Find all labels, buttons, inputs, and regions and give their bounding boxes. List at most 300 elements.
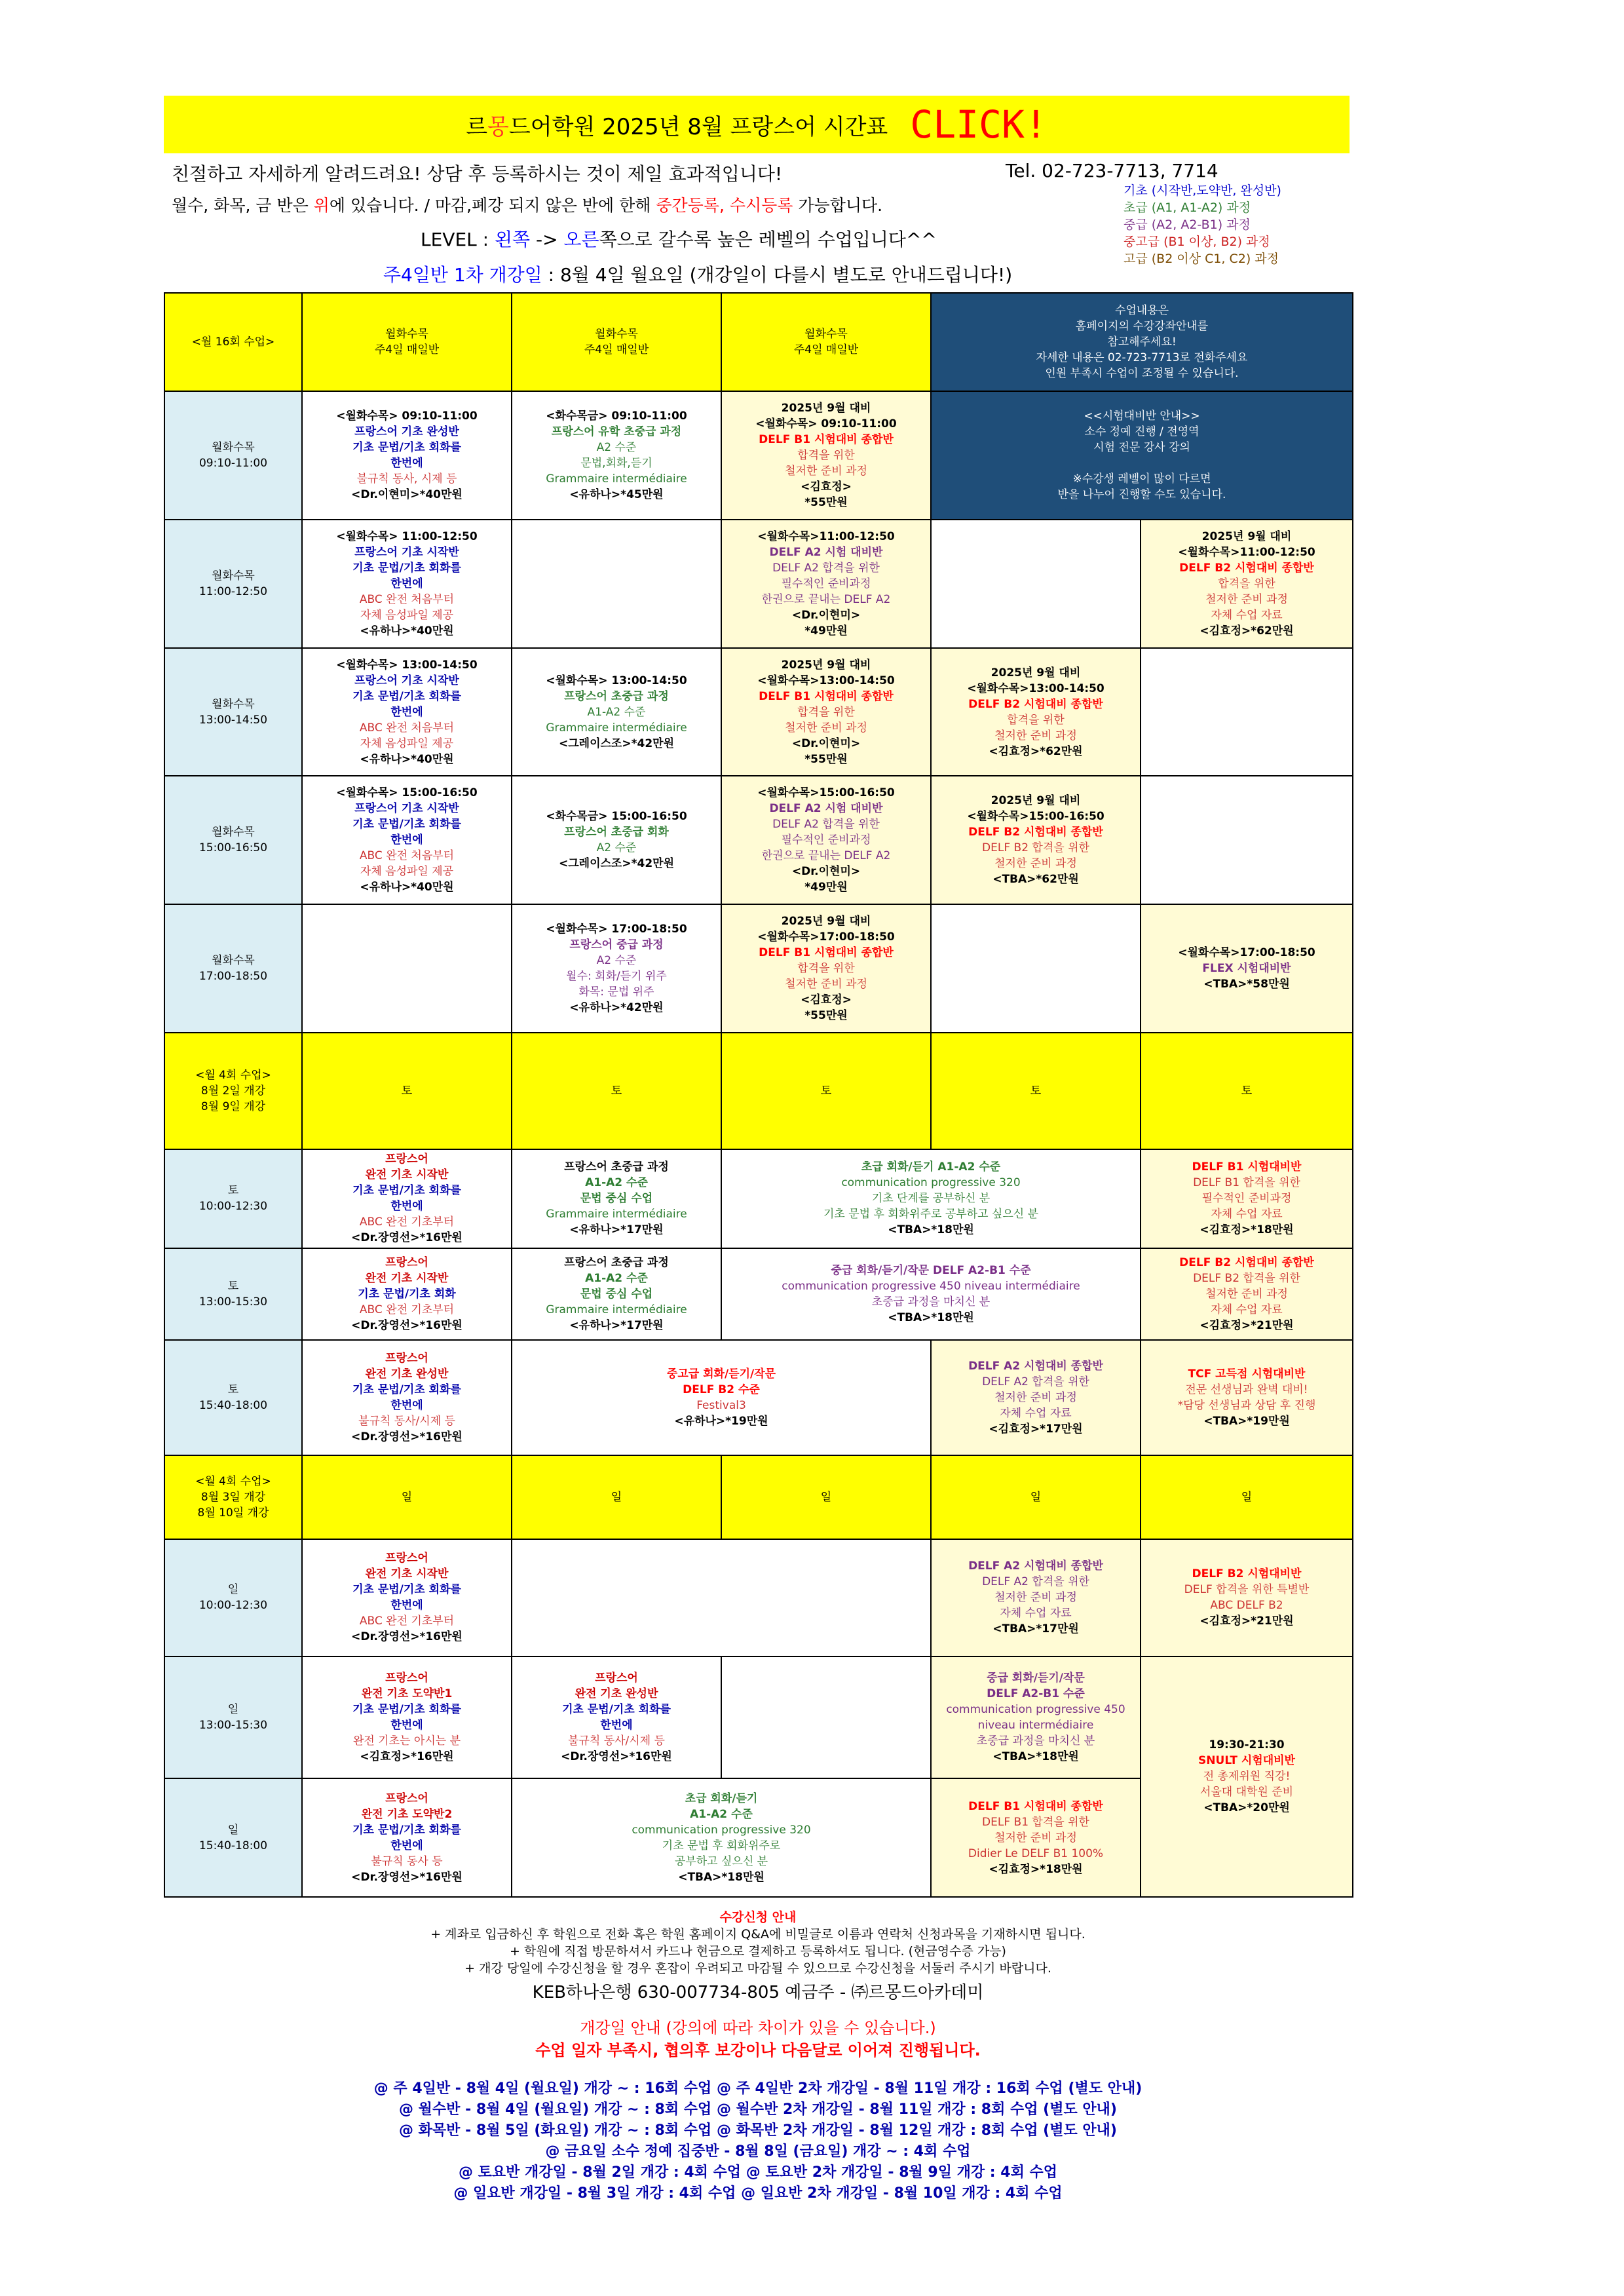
empty-cell [512, 520, 721, 648]
class-cell[interactable] [931, 1539, 1141, 1656]
empty-cell [721, 1656, 931, 1779]
class-line: 프랑스어 [385, 1791, 428, 1805]
class-line: 프랑스어 기초 시작반 [354, 545, 459, 559]
class-line: ABC 완전 기초부터 [359, 1303, 455, 1316]
class-line: 불규칙 동사/시제 등 [358, 1414, 455, 1428]
day-label: 토 [512, 1033, 721, 1150]
class-cell[interactable] [302, 1149, 512, 1248]
class-line: 완전 기초 시작반 [365, 1567, 449, 1581]
class-line: 합격을 위한 [1218, 577, 1275, 590]
empty-cell [1141, 648, 1353, 776]
column-header: 월화수목 주4일 매일반 [512, 293, 721, 391]
class-line: 완전 기초 도약반1 [361, 1687, 453, 1700]
class-line: 철저한 준비 과정 [994, 729, 1077, 742]
class-line: ABC 완전 기초부터 [359, 1615, 455, 1628]
class-line: communication progressive 320 [632, 1823, 811, 1837]
class-line: 한번에 [390, 1398, 423, 1412]
sunday-header: <월 4회 수업> 8월 3일 개강 8월 10일 개강 [164, 1455, 302, 1539]
class-line: <TBA>*58만원 [1203, 977, 1290, 991]
class-line: 철저한 준비 과정 [994, 1390, 1077, 1404]
header-weekday-label: <월 16회 수업> [164, 293, 302, 391]
class-line: Grammaire intermédiaire [546, 721, 687, 735]
class-cell[interactable] [1141, 1340, 1353, 1455]
class-cell[interactable] [302, 391, 512, 520]
legend-item: 고급 (B2 이상 C1, C2) 과정 [1124, 252, 1279, 266]
class-cell[interactable] [512, 904, 721, 1033]
level-note: LEVEL : 왼쪽 -> 오른쪽으로 갈수록 높은 레벨의 수업입니다^^ [421, 229, 937, 250]
time-slot: 월화수목 15:00-16:50 [164, 776, 302, 904]
legend-item: 중고급 (B1 이상, B2) 과정 [1124, 235, 1270, 249]
class-line: TCF 고득점 시험대비반 [1188, 1367, 1306, 1381]
class-cell[interactable] [721, 776, 931, 904]
class-line: 프랑스어 초중급 과정 [564, 689, 669, 703]
class-line: DELF B1 시험대비 종합반 [968, 1799, 1103, 1813]
day-label: 일 [1141, 1455, 1353, 1539]
class-line: DELF 합격을 위한 특별반 [1184, 1583, 1310, 1597]
schedule-line: @ 주 4일반 - 8월 4일 (월요일) 개강 ~ : 16회 수업 @ 주 4일반 2차 개강일 - 8월 11일 개강 : 16회 수업 (별도 안내) [373, 2080, 1142, 2097]
class-line: <김효정>*18만원 [1199, 1223, 1294, 1237]
class-line: 서울대 대학원 준비 [1199, 1786, 1294, 1799]
day-label: 일 [512, 1455, 721, 1539]
time-slot: 월화수목 11:00-12:50 [164, 520, 302, 648]
class-line: <TBA>*19만원 [1203, 1414, 1290, 1428]
class-line [934, 455, 1350, 471]
class-line: communication progressive 450 [946, 1702, 1125, 1716]
class-line: 필수적인 준비과정 [781, 577, 871, 590]
class-line: <Dr.이현미> [791, 737, 861, 750]
time-slot: 일 15:40-18:00 [164, 1778, 302, 1897]
class-cell[interactable] [931, 648, 1141, 776]
day-label: 토 [721, 1033, 931, 1150]
class-line: 한번에 [390, 457, 423, 470]
registration-notice [164, 1909, 1352, 1977]
class-line: <유하나>*40만원 [360, 624, 454, 638]
class-line: DELF A2 시험대비 종합반 [968, 1559, 1103, 1573]
class-line: 기초 문법 후 회화위주로 [662, 1839, 781, 1852]
class-line: 한번에 [390, 1718, 423, 1732]
class-line: 완전 기초는 아시는 분 [352, 1734, 461, 1748]
class-line: <TBA>*17만원 [992, 1622, 1079, 1636]
class-line: <Dr.장영선>*16만원 [351, 1430, 463, 1444]
schedule-line: @ 화목반 - 8월 5일 (화요일) 개강 ~ : 8회 수업 @ 화목반 2차 개강일 - 8월 12일 개강 : 8회 수업 (별도 안내) [399, 2122, 1117, 2139]
level-legend [1124, 182, 1281, 267]
class-line: 반을 나누어 진행할 수도 있습니다. [1057, 488, 1226, 502]
class-line: 전문 선생님과 완벽 대비! [1185, 1383, 1308, 1396]
class-line: 합격을 위한 [797, 705, 855, 719]
class-cell[interactable] [721, 1248, 1141, 1340]
day-label: 일 [931, 1455, 1141, 1539]
class-line: 프랑스어 [385, 1671, 428, 1685]
class-line: DELF B2 시험대비 종합반 [1179, 1255, 1314, 1269]
class-line: <<시험대비반 안내>> [1084, 410, 1200, 423]
class-line: 철저한 준비 과정 [1205, 1287, 1288, 1301]
class-line: DELF B1 시험대비 종합반 [759, 433, 894, 447]
class-line: 한번에 [390, 705, 423, 719]
class-line: 자체 수업 자료 [1211, 1208, 1283, 1221]
class-line: <유하나>*17만원 [569, 1223, 664, 1237]
class-cell[interactable] [512, 1149, 721, 1248]
class-line: 한번에 [390, 1200, 423, 1214]
class-line: 기초 문법/기초 회화를 [352, 441, 461, 455]
time-slot: 토 10:00-12:30 [164, 1149, 302, 1248]
day-label: 토 [931, 1033, 1141, 1150]
class-line: Grammaire intermédiaire [546, 472, 687, 486]
class-line: <월화수목> 13:00-14:50 [336, 658, 478, 672]
class-cell[interactable] [931, 1778, 1141, 1897]
class-cell[interactable] [302, 1656, 512, 1779]
class-line: Festival3 [696, 1398, 746, 1412]
class-line: communication progressive 450 niveau intermédiaire [782, 1279, 1080, 1293]
class-cell[interactable] [512, 776, 721, 904]
column-header: 월화수목 주4일 매일반 [721, 293, 931, 391]
title-text: 드어학원 2025년 8월 프랑스어 시간표 [508, 113, 888, 140]
class-line: 기초 문법 후 회화위주로 공부하고 싶으신 분 [823, 1208, 1039, 1221]
class-line: <월화수목> 17:00-18:50 [546, 922, 687, 936]
class-line: 프랑스어 기초 시작반 [354, 674, 459, 687]
class-line: <월화수목>11:00-12:50 [1178, 545, 1315, 559]
class-line: Grammaire intermédiaire [546, 1303, 687, 1316]
class-line: 기초 단계를 공부하신 분 [871, 1192, 991, 1206]
class-line: 기초 문법/기초 회화 [358, 1287, 456, 1301]
click-link[interactable]: CLICK! [910, 102, 1048, 147]
class-line: *55만원 [804, 752, 848, 766]
class-line: SNULT 시험대비반 [1198, 1754, 1295, 1768]
class-line: DELF A2 시험 대비반 [769, 545, 883, 559]
class-line: 철저한 준비 과정 [785, 465, 867, 478]
time-slot: 월화수목 17:00-18:50 [164, 904, 302, 1033]
class-line: <김효정>*18만원 [989, 1862, 1083, 1876]
class-line: 월수: 회화/듣기 위주 [566, 969, 667, 983]
class-cell[interactable] [302, 648, 512, 776]
class-line: 프랑스어 초중급 회화 [564, 826, 669, 839]
class-line: 문법,회화,듣기 [580, 457, 652, 470]
schedule-line: @ 금요일 소수 정예 집중반 - 8월 8일 (금요일) 개강 ~ : 4회 수업 [545, 2143, 971, 2160]
class-line: <Dr.이현미> [791, 865, 861, 879]
class-line: DELF B2 시험대비 종합반 [968, 697, 1103, 711]
class-line: Didier Le DELF B1 100% [968, 1846, 1104, 1860]
class-line: 프랑스어 중급 과정 [569, 938, 664, 951]
class-line: <Dr.장영선>*16만원 [351, 1870, 463, 1884]
class-line: DELF B2 합격을 위한 [1193, 1271, 1300, 1285]
day-label: 일 [721, 1455, 931, 1539]
class-line: 철저한 준비 과정 [785, 721, 867, 735]
class-cell[interactable] [302, 1539, 512, 1656]
class-line: 초급 회화/듣기 A1-A2 수준 [861, 1160, 1001, 1174]
class-line: 한번에 [600, 1718, 633, 1732]
opening-date-note: 주4일반 1차 개강일 : 8월 4일 월요일 (개강일이 다를시 별도로 안내드립니다!) [383, 264, 1013, 286]
class-line: 철저한 준비 과정 [1205, 592, 1288, 606]
class-line: 프랑스어 [385, 1255, 428, 1269]
class-line: <유하나>*17만원 [569, 1318, 664, 1332]
class-line: 자체 수업 자료 [1000, 1406, 1072, 1420]
class-line: <유하나>*45만원 [569, 488, 664, 502]
class-line: 프랑스어 [385, 1552, 428, 1565]
legend-item: 기초 (시작반,도약반, 완성반) [1124, 183, 1281, 198]
class-line: <화수목금> 15:00-16:50 [546, 810, 687, 824]
class-line: 기초 문법/기초 회화를 [352, 1383, 461, 1396]
opening-subtitle: 수업 일자 부족시, 협의후 보강이나 다음달로 이어져 진행됩니다. [535, 2041, 981, 2059]
class-line: 한권으로 끝내는 DELF A2 [761, 592, 891, 606]
class-cell[interactable] [931, 1656, 1141, 1779]
class-line: A1-A2 수준 [585, 1271, 648, 1285]
class-line: <월화수목>11:00-12:50 [757, 529, 895, 543]
class-line: 한권으로 끝내는 DELF A2 [761, 849, 891, 863]
class-line: 자체 음성파일 제공 [360, 737, 454, 750]
class-line: <TBA>*62만원 [992, 873, 1079, 887]
exam-class-notice [931, 391, 1353, 520]
class-line: 자체 음성파일 제공 [360, 865, 454, 879]
phone-number: Tel. 02-723-7713, 7714 [1006, 160, 1218, 182]
class-line: communication progressive 320 [841, 1176, 1021, 1190]
class-line: <Dr.이현미>*40만원 [351, 488, 463, 502]
class-cell[interactable] [1141, 904, 1353, 1033]
class-line: 한번에 [390, 577, 423, 590]
class-line: <유하나>*40만원 [360, 881, 454, 894]
class-cell[interactable] [512, 1778, 931, 1897]
class-line: 필수적인 준비과정 [1201, 1192, 1292, 1206]
class-cell[interactable] [302, 1778, 512, 1897]
class-line: <Dr.장영선>*16만원 [351, 1231, 463, 1245]
class-line: FLEX 시험대비반 [1202, 961, 1291, 975]
schedule-line: @ 일요반 개강일 - 8월 3일 개강 : 4회 수업 @ 일요반 2차 개강일 - 8월 10일 개강 : 4회 수업 [453, 2185, 1063, 2202]
class-line: <Dr.장영선>*16만원 [351, 1318, 463, 1332]
day-label: 토 [302, 1033, 512, 1150]
class-cell[interactable] [302, 1340, 512, 1455]
class-line: *49만원 [804, 881, 848, 894]
time-slot: 월화수목 09:10-11:00 [164, 391, 302, 520]
class-line: 프랑스어 [385, 1351, 428, 1365]
class-cell[interactable] [302, 1248, 512, 1340]
class-line: <TBA>*18만원 [888, 1223, 974, 1237]
class-line: 2025년 9월 대비 [781, 914, 871, 928]
class-line: *55만원 [804, 1008, 848, 1022]
class-line: DELF B1 시험대비 종합반 [759, 689, 894, 703]
class-line: <화수목금> 09:10-11:00 [546, 410, 687, 423]
class-line: 기초 문법/기초 회화를 [352, 689, 461, 703]
empty-cell [512, 1539, 931, 1656]
class-line: 초중급 과정을 마치신 분 [871, 1295, 991, 1309]
class-line: 프랑스어 유학 초중급 과정 [551, 425, 682, 439]
legend-item: 중급 (A2, A2-B1) 과정 [1124, 218, 1251, 232]
class-line: 완전 기초 시작반 [365, 1271, 449, 1285]
saturday-header: <월 4회 수업> 8월 2일 개강 8월 9일 개강 [164, 1033, 302, 1150]
class-line: 철저한 준비 과정 [785, 977, 867, 991]
class-line: A1-A2 수준 [585, 1176, 648, 1190]
class-line: 자체 음성파일 제공 [360, 608, 454, 622]
class-line: <Dr.이현미> [791, 608, 861, 622]
class-line: *49만원 [804, 624, 848, 638]
class-line: DELF A2 합격을 위한 [772, 561, 880, 575]
class-line: 기초 문법/기초 회화를 [562, 1702, 671, 1716]
class-line: 프랑스어 [595, 1671, 638, 1685]
class-cell[interactable] [721, 1149, 1141, 1248]
class-line: DELF A2 합격을 위한 [982, 1375, 1089, 1388]
class-cell[interactable] [721, 520, 931, 648]
class-line: A2 수준 [596, 841, 637, 855]
class-line: 문법 중심 수업 [580, 1287, 653, 1301]
class-line: <월화수목> 15:00-16:50 [336, 786, 478, 800]
class-cell[interactable] [931, 1340, 1141, 1455]
class-cell[interactable] [721, 648, 931, 776]
class-line: <월화수목>13:00-14:50 [757, 674, 895, 687]
class-line: 2025년 9월 대비 [781, 658, 871, 672]
class-cell[interactable] [512, 391, 721, 520]
class-line: ABC 완전 처음부터 [359, 849, 455, 863]
class-line: 합격을 위한 [797, 449, 855, 463]
opening-info [164, 2017, 1352, 2061]
column-header: 월화수목 주4일 매일반 [302, 293, 512, 391]
class-line: 프랑스어 초중급 과정 [564, 1160, 669, 1174]
class-line: <Dr.장영선>*16만원 [561, 1750, 672, 1763]
intro-line: 친절하고 자세하게 알려드려요! 상담 후 등록하시는 것이 제일 효과적입니다! [172, 163, 783, 185]
class-line: <TBA>*18만원 [678, 1870, 765, 1884]
class-line: 기초 문법/기초 회화를 [352, 1823, 461, 1837]
class-cell[interactable] [1141, 1248, 1353, 1340]
class-cell[interactable] [1141, 1539, 1353, 1656]
class-line: DELF A2-B1 수준 [987, 1687, 1085, 1700]
class-cell[interactable] [512, 1340, 931, 1455]
class-line: 한번에 [390, 833, 423, 847]
class-line: 불규칙 동사/시제 등 [568, 1734, 665, 1748]
class-line: 완전 기초 완성반 [365, 1367, 449, 1381]
class-location-note: 월수, 화목, 금 반은 위에 있습니다. / 마감,폐강 되지 않은 반에 한해 중간등록, 수시등록 가능합니다. [172, 196, 883, 215]
empty-cell [931, 904, 1141, 1033]
class-cell[interactable] [302, 776, 512, 904]
class-line: 기초 문법/기초 회화를 [352, 818, 461, 832]
class-cell[interactable] [1141, 1656, 1353, 1897]
time-slot: 월화수목 13:00-14:50 [164, 648, 302, 776]
schedule-line: @ 월수반 - 8월 4일 (월요일) 개강 ~ : 8회 수업 @ 월수반 2차 개강일 - 8월 11일 개강 : 8회 수업 (별도 안내) [399, 2101, 1117, 2118]
class-line: 한번에 [390, 1599, 423, 1613]
class-cell[interactable] [1141, 520, 1353, 648]
class-line: <월화수목>17:00-18:50 [757, 930, 895, 944]
class-line: <월화수목>13:00-14:50 [967, 681, 1105, 695]
class-line: 철저한 준비 과정 [994, 1591, 1077, 1605]
class-line: <TBA>*18만원 [888, 1311, 974, 1324]
class-cell[interactable] [512, 648, 721, 776]
class-line: 완전 기초 도약반2 [361, 1807, 453, 1821]
class-line: 문법 중심 수업 [580, 1192, 653, 1206]
class-line: 합격을 위한 [1007, 713, 1065, 727]
class-cell[interactable] [512, 1656, 721, 1779]
class-line: 기초 문법/기초 회화를 [352, 561, 461, 575]
class-cell[interactable] [1141, 1149, 1353, 1248]
time-slot: 일 13:00-15:30 [164, 1656, 302, 1779]
class-line: 프랑스어 기초 시작반 [354, 802, 459, 816]
class-line: DELF B2 시험대비 종합반 [1179, 561, 1314, 575]
class-line: 화목: 문법 위주 [578, 985, 654, 999]
class-line: DELF A2 합격을 위한 [982, 1575, 1089, 1589]
class-line: 한번에 [390, 1839, 423, 1852]
class-line: 자체 수업 자료 [1000, 1607, 1072, 1620]
class-line: <김효정>*62만원 [989, 744, 1083, 758]
class-line: DELF B1 합격을 위한 [982, 1815, 1089, 1829]
class-line: <김효정>*16만원 [360, 1750, 454, 1763]
class-line: 공부하고 싶으신 분 [674, 1854, 768, 1868]
class-line: 2025년 9월 대비 [991, 666, 1081, 679]
class-line: 프랑스어 [385, 1153, 428, 1166]
title-accent: 몽 [487, 113, 509, 140]
class-line: DELF A2 시험 대비반 [769, 802, 883, 816]
class-line: 완전 기초 완성반 [575, 1687, 658, 1700]
legend-item: 초급 (A1, A1-A2) 과정 [1124, 201, 1251, 215]
class-line: DELF B1 합격을 위한 [1193, 1176, 1300, 1190]
class-line: <김효정>*21만원 [1199, 1318, 1294, 1332]
timetable [164, 292, 1353, 1898]
class-line: 전 총제위원 직강! [1203, 1770, 1291, 1784]
class-cell[interactable] [512, 1248, 721, 1340]
class-line: <월화수목> 09:10-11:00 [336, 410, 478, 423]
class-line: ABC 완전 처음부터 [359, 721, 455, 735]
class-line: 기초 문법/기초 회화를 [352, 1583, 461, 1597]
class-line: 불규칙 동사 등 [371, 1854, 443, 1868]
class-cell[interactable] [721, 391, 931, 520]
class-line: 시험 전문 강사 강의 [1093, 441, 1190, 455]
class-line: <그레이스조>*42만원 [559, 857, 674, 871]
course-info-box: 수업내용은 홈페이지의 수강강좌안내를 참고해주세요! 자세한 내용은 02-723-7713로 전화주세요 인원 부족시 수업이 조정될 수 있습니다. [931, 293, 1353, 391]
title-banner [164, 96, 1350, 153]
class-line: A1-A2 수준 [587, 705, 646, 719]
class-line: 프랑스어 기초 완성반 [354, 425, 459, 439]
empty-cell [1141, 776, 1353, 904]
class-line: <유하나>*40만원 [360, 752, 454, 766]
class-line: A2 수준 [596, 441, 637, 455]
schedule-line: @ 토요반 개강일 - 8월 2일 개강 : 4회 수업 @ 토요반 2차 개강일 - 8월 9일 개강 : 4회 수업 [458, 2164, 1057, 2181]
class-line: *55만원 [804, 496, 848, 510]
class-line: 자체 수업 자료 [1211, 1303, 1283, 1316]
time-slot: 토 15:40-18:00 [164, 1340, 302, 1455]
empty-cell [931, 520, 1141, 648]
class-cell[interactable] [721, 904, 931, 1033]
class-line: <유하나>*19만원 [674, 1414, 768, 1428]
day-label: 토 [1141, 1033, 1353, 1150]
class-line: ABC 완전 기초부터 [359, 1215, 455, 1229]
class-line: A2 수준 [596, 953, 637, 967]
time-slot: 토 13:00-15:30 [164, 1248, 302, 1340]
class-line: <그레이스조>*42만원 [559, 737, 674, 750]
opening-title: 개강일 안내 (강의에 따라 차이가 있을 수 있습니다.) [580, 2019, 936, 2037]
class-line: <월화수목>15:00-16:50 [967, 810, 1105, 824]
day-label: 일 [302, 1455, 512, 1539]
class-line: 2025년 9월 대비 [991, 794, 1081, 808]
class-line: ※수강생 레벨이 많이 다르면 [1072, 472, 1211, 486]
class-line: 기초 문법/기초 회화를 [352, 1702, 461, 1716]
class-line: <Dr.장영선>*16만원 [351, 1630, 463, 1644]
class-line: 2025년 9월 대비 [1201, 529, 1292, 543]
class-line: 철저한 준비 과정 [994, 857, 1077, 871]
class-line: DELF B2 합격을 위한 [982, 841, 1089, 855]
class-cell[interactable] [302, 520, 512, 648]
class-line: 중고급 회화/듣기/작문 [666, 1367, 776, 1381]
notice-line: + 학원에 직접 방문하셔서 카드나 현금으로 결제하고 등록하셔도 됩니다. (현금영수증 가능) [510, 1944, 1006, 1959]
class-cell[interactable] [931, 776, 1141, 904]
class-line: 합격을 위한 [797, 961, 855, 975]
class-line: DELF B2 수준 [683, 1383, 760, 1396]
class-line: *담당 선생님과 상담 후 진행 [1177, 1398, 1316, 1412]
class-line: niveau intermédiaire [977, 1718, 1094, 1732]
class-line: <김효정>*62만원 [1199, 624, 1294, 638]
class-line: DELF B2 시험대비 종합반 [968, 826, 1103, 839]
notice-line: + 계좌로 입금하신 후 학원으로 전화 혹은 학원 홈페이지 Q&A에 비밀글로 이름과 연락처 신청과목을 기재하시면 됩니다. [430, 1927, 1086, 1942]
notice-line: + 개강 당일에 수강신청을 할 경우 혼잡이 우려되고 마감될 수 있으므로 수강신청을 서둘러 주시기 바랍니다. [464, 1961, 1051, 1976]
class-line: 소수 정예 진행 / 전영역 [1084, 425, 1199, 439]
class-line: 기초 문법/기초 회화를 [352, 1184, 461, 1198]
class-line: 필수적인 준비과정 [781, 833, 871, 847]
class-line: <월화수목>15:00-16:50 [757, 786, 895, 800]
class-line: 중급 회화/듣기/작문 [987, 1671, 1085, 1685]
empty-cell [302, 904, 512, 1033]
class-line: A1-A2 수준 [690, 1807, 753, 1821]
